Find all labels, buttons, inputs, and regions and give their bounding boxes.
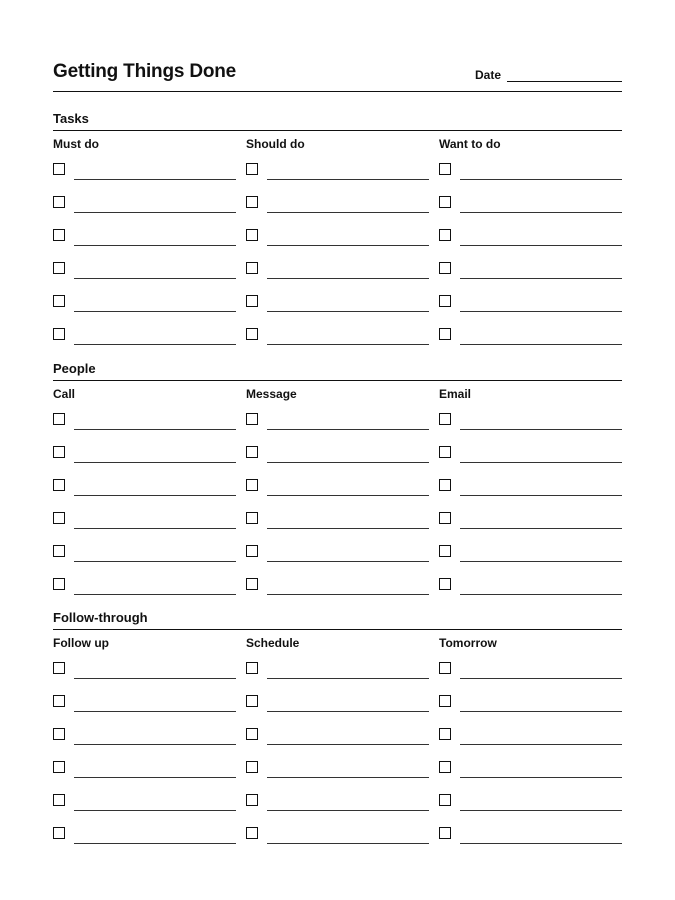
checkbox[interactable] bbox=[439, 662, 451, 674]
checkbox[interactable] bbox=[53, 479, 65, 491]
write-line[interactable] bbox=[267, 678, 429, 679]
checklist-row bbox=[439, 446, 622, 470]
checklist-row bbox=[439, 295, 622, 319]
checklist-row bbox=[439, 728, 622, 752]
checklist-row bbox=[246, 295, 429, 319]
checklist-row bbox=[246, 545, 429, 569]
checkbox[interactable] bbox=[246, 695, 258, 707]
checklist-row bbox=[439, 545, 622, 569]
write-line[interactable] bbox=[74, 429, 236, 430]
checklist-row bbox=[246, 413, 429, 437]
checklist-row bbox=[246, 446, 429, 470]
checklist-row bbox=[53, 695, 236, 719]
section-rule bbox=[53, 380, 622, 381]
checklist-row bbox=[439, 163, 622, 187]
date-label: Date bbox=[475, 68, 502, 82]
checkbox[interactable] bbox=[53, 262, 65, 274]
write-line[interactable] bbox=[74, 495, 236, 496]
column-call bbox=[53, 387, 236, 607]
column-schedule bbox=[246, 636, 429, 856]
checklist-row bbox=[439, 827, 622, 851]
column-message bbox=[246, 387, 429, 607]
write-line[interactable] bbox=[267, 462, 429, 463]
checkbox[interactable] bbox=[53, 578, 65, 590]
checklist-row bbox=[246, 479, 429, 503]
write-line[interactable] bbox=[267, 810, 429, 811]
checklist-row bbox=[53, 328, 236, 352]
checkbox[interactable] bbox=[439, 578, 451, 590]
checklist-row bbox=[53, 163, 236, 187]
checkbox[interactable] bbox=[53, 695, 65, 707]
checkbox[interactable] bbox=[53, 295, 65, 307]
section-people bbox=[53, 361, 622, 601]
checkbox[interactable] bbox=[439, 545, 451, 557]
write-line[interactable] bbox=[267, 777, 429, 778]
checkbox[interactable] bbox=[53, 794, 65, 806]
write-line[interactable] bbox=[460, 561, 622, 562]
write-line[interactable] bbox=[74, 245, 236, 246]
checklist-row bbox=[246, 163, 429, 187]
checklist-row bbox=[53, 262, 236, 286]
section-title: Follow-through bbox=[53, 610, 148, 625]
write-line[interactable] bbox=[74, 777, 236, 778]
write-line[interactable] bbox=[267, 744, 429, 745]
column-heading: Must do bbox=[53, 137, 99, 151]
checkbox[interactable] bbox=[246, 479, 258, 491]
checklist-row bbox=[53, 229, 236, 253]
checklist-row bbox=[53, 512, 236, 536]
checkbox[interactable] bbox=[53, 728, 65, 740]
checkbox[interactable] bbox=[53, 196, 65, 208]
column-want-to-do bbox=[439, 137, 622, 357]
write-line[interactable] bbox=[74, 462, 236, 463]
checkbox[interactable] bbox=[439, 328, 451, 340]
write-line[interactable] bbox=[460, 278, 622, 279]
checkbox[interactable] bbox=[246, 662, 258, 674]
checklist-row bbox=[439, 196, 622, 220]
column-heading: Follow up bbox=[53, 636, 109, 650]
write-line[interactable] bbox=[74, 843, 236, 844]
checkbox[interactable] bbox=[53, 328, 65, 340]
section-rule bbox=[53, 629, 622, 630]
checklist-row bbox=[439, 328, 622, 352]
checklist-row bbox=[53, 545, 236, 569]
checklist-row bbox=[246, 512, 429, 536]
checklist-row bbox=[439, 761, 622, 785]
write-line[interactable] bbox=[460, 528, 622, 529]
write-line[interactable] bbox=[460, 179, 622, 180]
write-line[interactable] bbox=[460, 744, 622, 745]
checkbox[interactable] bbox=[246, 163, 258, 175]
checkbox[interactable] bbox=[53, 229, 65, 241]
write-line[interactable] bbox=[267, 344, 429, 345]
write-line[interactable] bbox=[267, 495, 429, 496]
checkbox[interactable] bbox=[439, 295, 451, 307]
checklist-row bbox=[246, 794, 429, 818]
checkbox[interactable] bbox=[439, 196, 451, 208]
checkbox[interactable] bbox=[53, 827, 65, 839]
checkbox[interactable] bbox=[246, 545, 258, 557]
write-line[interactable] bbox=[460, 429, 622, 430]
column-heading: Call bbox=[53, 387, 76, 401]
write-line[interactable] bbox=[267, 278, 429, 279]
write-line[interactable] bbox=[74, 212, 236, 213]
checkbox[interactable] bbox=[439, 262, 451, 274]
write-line[interactable] bbox=[74, 744, 236, 745]
write-line[interactable] bbox=[460, 495, 622, 496]
write-line[interactable] bbox=[460, 212, 622, 213]
checkbox[interactable] bbox=[439, 827, 451, 839]
column-follow-up bbox=[53, 636, 236, 856]
checkbox[interactable] bbox=[439, 794, 451, 806]
checklist-row bbox=[439, 229, 622, 253]
checklist-row bbox=[439, 512, 622, 536]
checkbox[interactable] bbox=[439, 446, 451, 458]
write-line[interactable] bbox=[74, 278, 236, 279]
checklist-row bbox=[246, 695, 429, 719]
checklist-row bbox=[246, 262, 429, 286]
checkbox[interactable] bbox=[53, 761, 65, 773]
write-line[interactable] bbox=[267, 711, 429, 712]
checkbox[interactable] bbox=[246, 196, 258, 208]
checklist-row bbox=[439, 479, 622, 503]
write-line[interactable] bbox=[460, 810, 622, 811]
write-line[interactable] bbox=[267, 429, 429, 430]
write-line[interactable] bbox=[74, 344, 236, 345]
checklist-row bbox=[439, 695, 622, 719]
column-heading: Email bbox=[439, 387, 472, 401]
checkbox[interactable] bbox=[53, 413, 65, 425]
write-line[interactable] bbox=[460, 843, 622, 844]
checkbox[interactable] bbox=[246, 413, 258, 425]
write-line[interactable] bbox=[74, 179, 236, 180]
column-heading: Schedule bbox=[246, 636, 300, 650]
checkbox[interactable] bbox=[246, 761, 258, 773]
write-line[interactable] bbox=[74, 528, 236, 529]
checkbox[interactable] bbox=[439, 229, 451, 241]
write-line[interactable] bbox=[267, 561, 429, 562]
write-line[interactable] bbox=[460, 678, 622, 679]
checkbox[interactable] bbox=[439, 512, 451, 524]
write-line[interactable] bbox=[460, 245, 622, 246]
checklist-row bbox=[53, 413, 236, 437]
write-line[interactable] bbox=[74, 678, 236, 679]
page-title: Getting Things Done bbox=[53, 61, 237, 82]
column-heading: Tomorrow bbox=[439, 636, 497, 650]
write-line[interactable] bbox=[460, 711, 622, 712]
header-rule bbox=[53, 91, 622, 92]
checkbox[interactable] bbox=[53, 662, 65, 674]
checkbox[interactable] bbox=[246, 827, 258, 839]
checkbox[interactable] bbox=[246, 446, 258, 458]
write-line[interactable] bbox=[460, 462, 622, 463]
checklist-row bbox=[439, 262, 622, 286]
column-email bbox=[439, 387, 622, 607]
checkbox[interactable] bbox=[246, 512, 258, 524]
write-line[interactable] bbox=[460, 344, 622, 345]
write-line[interactable] bbox=[267, 245, 429, 246]
section-title: Tasks bbox=[53, 111, 89, 126]
checklist-row bbox=[53, 196, 236, 220]
section-tasks bbox=[53, 111, 622, 351]
column-should-do bbox=[246, 137, 429, 357]
checkbox[interactable] bbox=[439, 761, 451, 773]
checkbox[interactable] bbox=[246, 728, 258, 740]
write-line[interactable] bbox=[267, 843, 429, 844]
checkbox[interactable] bbox=[246, 578, 258, 590]
checklist-row bbox=[246, 578, 429, 602]
checkbox[interactable] bbox=[246, 229, 258, 241]
checklist-row bbox=[53, 295, 236, 319]
checklist-row bbox=[439, 794, 622, 818]
checkbox[interactable] bbox=[246, 328, 258, 340]
checklist-row bbox=[53, 761, 236, 785]
checklist-row bbox=[246, 827, 429, 851]
checkbox[interactable] bbox=[439, 163, 451, 175]
write-line[interactable] bbox=[267, 311, 429, 312]
write-line[interactable] bbox=[460, 311, 622, 312]
checklist-row bbox=[53, 479, 236, 503]
checkbox[interactable] bbox=[246, 295, 258, 307]
write-line[interactable] bbox=[267, 594, 429, 595]
write-line[interactable] bbox=[460, 594, 622, 595]
column-heading: Want to do bbox=[439, 137, 501, 151]
checkbox[interactable] bbox=[439, 728, 451, 740]
checkbox[interactable] bbox=[246, 262, 258, 274]
checkbox[interactable] bbox=[246, 794, 258, 806]
write-line[interactable] bbox=[74, 311, 236, 312]
write-line[interactable] bbox=[74, 810, 236, 811]
write-line[interactable] bbox=[267, 212, 429, 213]
column-heading: Should do bbox=[246, 137, 305, 151]
checklist-row bbox=[439, 578, 622, 602]
write-line[interactable] bbox=[460, 777, 622, 778]
write-line[interactable] bbox=[74, 711, 236, 712]
section-title: People bbox=[53, 361, 96, 376]
column-must-do bbox=[53, 137, 236, 357]
checklist-row bbox=[53, 578, 236, 602]
checklist-row bbox=[246, 728, 429, 752]
checklist-row bbox=[53, 662, 236, 686]
checklist-row bbox=[439, 662, 622, 686]
checkbox[interactable] bbox=[53, 446, 65, 458]
checklist-row bbox=[53, 446, 236, 470]
write-line[interactable] bbox=[267, 179, 429, 180]
checklist-row bbox=[53, 827, 236, 851]
checklist-row bbox=[53, 794, 236, 818]
write-line[interactable] bbox=[74, 561, 236, 562]
checklist-row bbox=[246, 328, 429, 352]
write-line[interactable] bbox=[267, 528, 429, 529]
write-line[interactable] bbox=[74, 594, 236, 595]
column-tomorrow bbox=[439, 636, 622, 856]
section-follow-through bbox=[53, 610, 622, 850]
date-field[interactable] bbox=[475, 68, 622, 84]
checkbox[interactable] bbox=[439, 413, 451, 425]
checklist-row bbox=[246, 761, 429, 785]
section-rule bbox=[53, 130, 622, 131]
checklist-row bbox=[246, 229, 429, 253]
checklist-row bbox=[53, 728, 236, 752]
checklist-row bbox=[246, 196, 429, 220]
checkbox[interactable] bbox=[53, 545, 65, 557]
date-write-line[interactable] bbox=[507, 81, 622, 82]
checklist-row bbox=[246, 662, 429, 686]
checkbox[interactable] bbox=[439, 695, 451, 707]
checkbox[interactable] bbox=[439, 479, 451, 491]
checklist-row bbox=[439, 413, 622, 437]
checkbox[interactable] bbox=[53, 163, 65, 175]
column-heading: Message bbox=[246, 387, 297, 401]
checkbox[interactable] bbox=[53, 512, 65, 524]
